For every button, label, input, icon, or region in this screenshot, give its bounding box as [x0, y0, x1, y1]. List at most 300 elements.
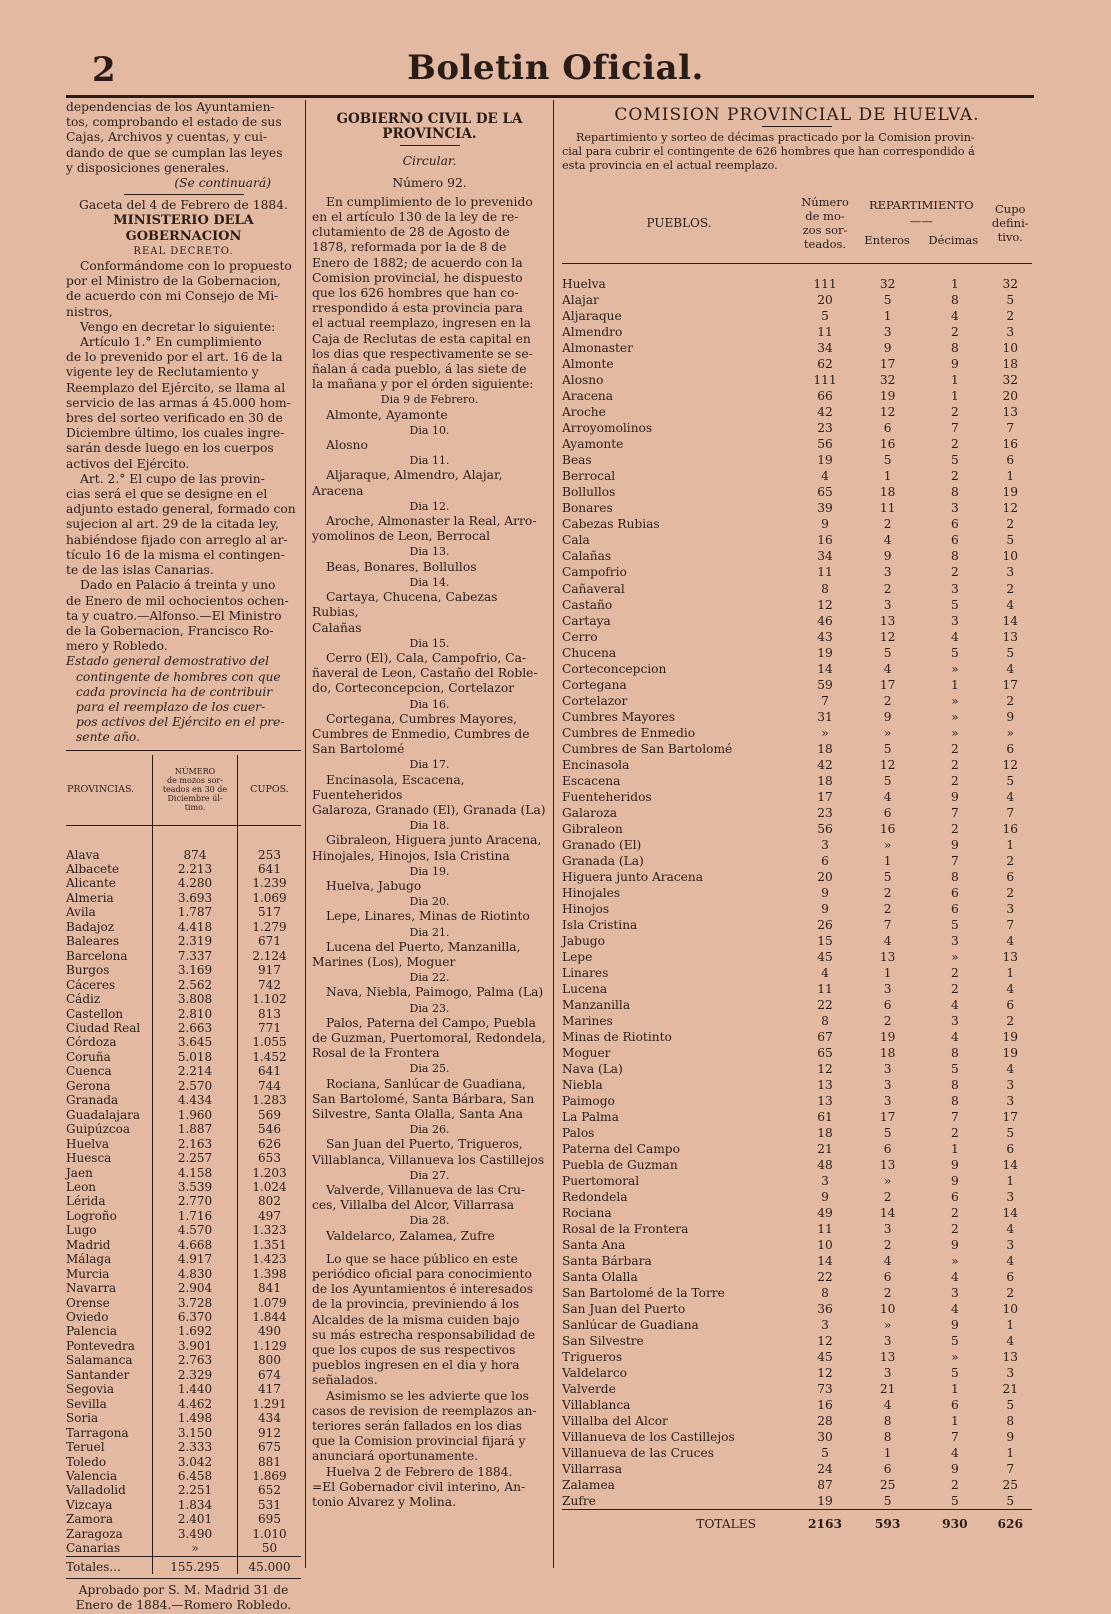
pueblo-name: Rociana	[562, 1206, 612, 1221]
pueblo-row	[562, 773, 1032, 789]
pueblo-row	[562, 869, 1032, 885]
rule	[124, 194, 244, 195]
pueblo-enteros: 6	[883, 1270, 892, 1285]
province-numero: 3.728	[153, 1296, 238, 1310]
pueblo-cupo: 1	[1006, 1318, 1015, 1333]
schedule-day: Dia 15.	[409, 636, 450, 650]
pueblo-numero: 111	[813, 373, 837, 388]
pueblo-name: Moguer	[562, 1045, 611, 1060]
province-cupo: 1.203	[252, 1165, 287, 1180]
pueblo-cupo: 7	[1006, 421, 1015, 436]
pueblo-decimas: 7	[950, 853, 959, 868]
pueblo-name: Redondela	[562, 1190, 628, 1205]
pueblo-name: Puebla de Guzman	[562, 1158, 678, 1173]
text-line: tículo 16 de la misma el contingen-	[66, 547, 285, 562]
province-row	[66, 1310, 301, 1324]
pueblo-cupo: 14	[1002, 1206, 1018, 1221]
text-line: Repartimiento y sorteo de décimas practicado por la Comision provin-	[576, 131, 975, 145]
pueblo-name: Aroche	[562, 405, 606, 420]
text-line: la mañana y por el órden siguiente:	[312, 377, 534, 392]
pueblo-numero: 111	[813, 277, 837, 292]
pueblo-cupo: 5	[1006, 293, 1015, 308]
province-cupo: 1.024	[252, 1179, 287, 1194]
pueblo-enteros: 5	[883, 453, 892, 468]
pueblo-enteros: 1	[883, 469, 892, 484]
pueblo-enteros: 1	[883, 309, 892, 324]
pueblo-name: Alosno	[562, 373, 604, 388]
pueblo-cupo: 4	[1006, 597, 1015, 612]
pueblo-enteros: 4	[883, 1398, 892, 1413]
province-cupo: 653	[258, 1151, 281, 1166]
text-line: nistros,	[66, 304, 113, 319]
pueblo-numero: 16	[817, 533, 833, 548]
text-line: y disposiciones generales.	[66, 160, 230, 175]
pueblo-name: Palos	[562, 1126, 595, 1141]
province-row	[66, 1064, 301, 1078]
pueblo-enteros: 6	[883, 1142, 892, 1157]
pueblo-row	[562, 1061, 1032, 1077]
province-row	[66, 876, 301, 890]
province-name: Guadalajara	[66, 1107, 141, 1122]
text-line: Lo que se hace público en este	[326, 1251, 518, 1266]
pueblo-decimas: 1	[950, 677, 959, 692]
province-name: Córdoza	[66, 1035, 117, 1050]
pueblo-row	[562, 1445, 1032, 1461]
gazette-line: Gaceta del 4 de Febrero de 1884.	[79, 198, 288, 213]
province-cupo: 1.323	[252, 1223, 287, 1238]
pueblo-name: Zalamea	[562, 1478, 615, 1493]
pueblo-row	[562, 484, 1032, 500]
pueblo-row	[562, 564, 1032, 580]
pueblo-row	[562, 645, 1032, 661]
pueblo-cupo: 7	[1006, 917, 1015, 932]
pueblo-enteros: 3	[883, 325, 892, 340]
province-cupo: 434	[258, 1411, 281, 1426]
province-numero: 7.337	[153, 949, 238, 963]
province-row	[66, 1296, 301, 1310]
pueblo-row	[562, 1429, 1032, 1445]
text-line: en el artículo 130 de la ley de re-	[312, 210, 519, 225]
province-numero: 4.668	[153, 1238, 238, 1252]
pueblo-decimas: 2	[950, 325, 959, 340]
schedule-towns: Aljaraque, Almendro, Alajar, Aracena	[312, 468, 503, 498]
column-3	[562, 105, 1032, 1532]
pueblo-name: Santa Bárbara	[562, 1254, 652, 1269]
pueblo-decimas: 7	[950, 421, 959, 436]
province-cupo: 1.129	[252, 1338, 287, 1353]
pueblo-name: Paterna del Campo	[562, 1142, 680, 1157]
pueblo-numero: 34	[817, 549, 833, 564]
province-cupo: 1.283	[252, 1093, 287, 1108]
pueblo-row	[562, 757, 1032, 773]
pueblo-row	[562, 1317, 1032, 1333]
pueblo-cupo: 2	[1006, 1286, 1015, 1301]
province-row	[66, 1021, 301, 1035]
text-line: Cajas, Archivos y cuentas, y cui-	[66, 130, 268, 145]
text-line: su más estrecha responsabilidad de	[312, 1327, 536, 1342]
province-row	[66, 1512, 301, 1526]
pueblo-decimas: 4	[950, 309, 959, 324]
pueblo-name: San Juan del Puerto	[562, 1302, 686, 1317]
pueblo-cupo: 19	[1002, 1029, 1018, 1044]
schedule-towns: Aroche, Almonaster la Real, Arro-	[326, 514, 537, 529]
totals-enteros: 593	[874, 1517, 901, 1532]
province-numero: 1.834	[153, 1498, 238, 1512]
pueblo-numero: 12	[817, 1334, 833, 1349]
schedule-towns: Nava, Niebla, Paimogo, Palma (La)	[326, 985, 544, 1000]
pueblo-cupo: 13	[1002, 949, 1018, 964]
header-rule	[66, 95, 1034, 98]
pueblo-name: Huelva	[562, 277, 606, 292]
pueblo-numero: 3	[821, 1318, 829, 1333]
province-row	[66, 992, 301, 1006]
pueblo-numero: 3	[821, 1174, 829, 1189]
pueblo-decimas: 8	[950, 485, 959, 500]
province-numero: 2.763	[153, 1353, 238, 1367]
ministry-heading: MINISTERIO DELA GOBERNACION	[113, 213, 254, 244]
pueblo-decimas: »	[951, 1350, 959, 1365]
pueblo-row	[562, 308, 1032, 324]
pueblo-cupo: 13	[1002, 1350, 1018, 1365]
pueblo-numero: 21	[817, 1142, 833, 1157]
pueblo-decimas: 8	[950, 1045, 959, 1060]
province-cupo: 1.423	[252, 1252, 287, 1267]
province-name: Murcia	[66, 1266, 110, 1281]
pueblo-enteros: 2	[883, 1238, 892, 1253]
province-cupo: 1.010	[252, 1526, 287, 1541]
col-header-pueblos: PUEBLOS.	[646, 215, 712, 230]
schedule-towns: Cartaya, Chucena, Cabezas Rubias,	[312, 590, 498, 620]
pueblo-numero: 13	[817, 1094, 833, 1108]
pueblo-row	[562, 613, 1032, 629]
province-name: Granada	[66, 1093, 119, 1108]
pueblo-name: Marines	[562, 1013, 613, 1028]
pueblo-name: Villanueva de los Castillejos	[562, 1430, 735, 1445]
province-numero: 2.904	[153, 1281, 238, 1295]
pueblo-decimas: 1	[950, 1382, 959, 1397]
province-name: Ciudad Real	[66, 1020, 141, 1035]
pueblo-decimas: 3	[950, 1286, 959, 1301]
schedule-towns: Cumbres de Enmedio, Cumbres de	[312, 726, 530, 741]
pueblo-enteros: 16	[879, 437, 896, 452]
text-line: tos, comprobando el estado de sus	[66, 115, 282, 130]
text-line: ta y cuatro.—Alfonso.—El Ministro	[66, 608, 282, 623]
text-line: clutamiento de 28 de Agosto de	[312, 225, 510, 240]
text-line: Artículo 1.° En cumplimiento	[80, 335, 262, 350]
pueblo-row	[562, 1109, 1032, 1125]
pueblo-cupo: 10	[1002, 341, 1018, 356]
pueblo-cupo: 2	[1006, 885, 1015, 900]
text-line: sujecion al art. 29 de la citada ley,	[66, 517, 279, 532]
pueblo-name: Lucena	[562, 981, 608, 996]
province-name: Badajoz	[66, 919, 115, 934]
pueblo-enteros: 5	[883, 741, 892, 756]
pueblo-numero: 6	[821, 853, 829, 868]
pueblo-numero: 9	[821, 901, 829, 916]
province-name: Leon	[66, 1179, 97, 1194]
pueblo-enteros: 3	[883, 565, 892, 580]
province-cupo: 1.844	[252, 1310, 287, 1325]
province-row	[66, 1382, 301, 1396]
schedule-day: Dia 18.	[409, 819, 450, 833]
pueblo-numero: 8	[821, 1013, 829, 1028]
text-line: para el reemplazo de los cuer-	[76, 699, 266, 714]
pueblo-numero: 14	[817, 1254, 833, 1269]
text-line: de la Gobernacion, Francisco Ro-	[66, 623, 274, 638]
pueblo-row	[562, 1333, 1032, 1349]
column-1	[66, 100, 301, 1614]
pueblo-row	[562, 821, 1032, 837]
province-row	[66, 1079, 301, 1093]
province-cupo: 813	[258, 1006, 281, 1021]
pueblo-row	[562, 837, 1032, 853]
pueblo-numero: 73	[817, 1382, 833, 1397]
province-row	[66, 1151, 301, 1165]
province-cupo: 1.869	[252, 1469, 287, 1484]
province-cupo: 675	[258, 1440, 281, 1455]
pueblo-numero: 17	[817, 789, 833, 804]
pueblo-decimas: 7	[950, 1110, 959, 1125]
province-numero: 2.570	[153, 1079, 238, 1093]
pueblo-row	[562, 1349, 1032, 1365]
repartimiento-label: REPARTIMIENTO	[868, 198, 974, 213]
pueblo-cupo: 12	[1002, 757, 1018, 772]
text-line: zos sor-	[802, 223, 848, 238]
pueblo-cupo: 3	[1006, 1366, 1015, 1381]
pueblo-name: Gibraleon	[562, 821, 623, 836]
pueblo-cupo: 5	[1006, 1398, 1015, 1413]
schedule-day: Dia 9 de Febrero.	[380, 393, 479, 407]
pueblo-decimas: 2	[950, 1222, 959, 1237]
pueblo-cupo: 4	[1006, 1222, 1015, 1237]
province-name: Pontevedra	[66, 1338, 135, 1353]
province-row	[66, 934, 301, 948]
province-cupo: 1.351	[252, 1237, 287, 1252]
text-line: Diciembre úl-	[167, 794, 223, 804]
pueblo-name: Granado (El)	[562, 837, 642, 852]
province-row	[66, 1527, 301, 1541]
province-cupo: 546	[258, 1122, 281, 1137]
pueblo-enteros: 5	[883, 293, 892, 308]
pueblo-row	[562, 340, 1032, 356]
pueblo-enteros: 5	[883, 1494, 892, 1509]
province-numero: 3.693	[153, 891, 238, 905]
text-line: cial para cubrir el contingente de 626 hombres que han correspondido á	[562, 145, 975, 159]
pueblo-decimas: »	[951, 709, 959, 724]
totals-numero: 2163	[808, 1517, 842, 1532]
pueblo-cupo: 3	[1006, 1238, 1015, 1253]
pueblo-enteros: 5	[883, 1126, 892, 1141]
pueblo-enteros: 6	[883, 1462, 892, 1477]
text-line: NÚMERO	[174, 767, 216, 777]
pueblo-numero: 67	[817, 1029, 833, 1044]
pueblo-enteros: 12	[879, 405, 896, 420]
pueblo-cupo: 2	[1006, 581, 1015, 596]
province-row	[66, 1469, 301, 1483]
schedule-day: Dia 10.	[409, 423, 450, 437]
province-name: Logroño	[66, 1208, 117, 1223]
text-line: esta provincia en el actual reemplazo.	[562, 159, 778, 173]
pueblo-name: Galaroza	[562, 805, 618, 820]
pueblo-numero: 56	[817, 821, 833, 836]
province-cupo: 800	[258, 1353, 281, 1368]
pueblo-numero: 56	[817, 437, 833, 452]
pueblo-numero: 28	[817, 1414, 833, 1429]
pueblo-numero: 11	[817, 325, 833, 340]
pueblo-row	[562, 372, 1032, 388]
repartimiento-dash: ——	[909, 213, 933, 228]
pueblo-row	[562, 901, 1032, 917]
comision-intro	[562, 131, 1032, 173]
rule	[66, 1578, 301, 1579]
province-row	[66, 963, 301, 977]
pueblo-numero: 23	[817, 421, 833, 436]
pueblo-name: Puertomoral	[562, 1174, 640, 1189]
col-header-enteros: Enteros	[864, 232, 910, 247]
pueblo-cupo: 8	[1006, 1414, 1015, 1429]
province-cupo: 881	[258, 1454, 281, 1469]
pueblo-decimas: 5	[950, 1494, 959, 1509]
schedule-day: Dia 13.	[409, 545, 450, 559]
pueblo-cupo: 6	[1006, 1270, 1015, 1285]
text-line: Enero de 1882; de acuerdo con la	[312, 255, 523, 270]
province-row	[66, 1339, 301, 1353]
pueblo-decimas: 4	[950, 629, 959, 644]
pueblo-numero: 36	[817, 1302, 833, 1317]
pueblo-numero: 11	[817, 1222, 833, 1237]
pueblo-row	[562, 1125, 1032, 1141]
province-name: Jaen	[66, 1165, 93, 1180]
province-name: Alava	[66, 847, 100, 862]
pueblo-cupo: 5	[1006, 645, 1015, 660]
pueblo-enteros: 9	[883, 709, 892, 724]
province-name: Segovia	[66, 1382, 114, 1397]
province-cupo: 1.279	[252, 919, 287, 934]
pueblo-numero: 11	[817, 981, 833, 996]
province-name: Huesca	[66, 1151, 112, 1166]
pueblo-name: Cortegana	[562, 677, 627, 692]
pueblo-row	[562, 356, 1032, 372]
pueblo-enteros: 4	[883, 933, 892, 948]
pueblo-cupo: 25	[1002, 1478, 1018, 1493]
text-line: Dado en Palacio á treinta y uno	[80, 578, 276, 593]
text-line: =El Gobernador civil interino, An-	[312, 1479, 526, 1494]
pueblo-enteros: 7	[883, 917, 892, 932]
pueblo-numero: 46	[817, 613, 833, 628]
pueblo-row	[562, 1237, 1032, 1253]
province-row	[66, 1194, 301, 1208]
pueblo-enteros: »	[883, 1318, 892, 1333]
pueblo-decimas: 4	[950, 1270, 959, 1285]
schedule-towns: Galaroza, Granado (El), Granada (La)	[312, 802, 546, 817]
pueblo-name: Hinojos	[562, 901, 610, 916]
province-numero: 2.163	[153, 1137, 238, 1151]
pueblo-name: Trigueros	[562, 1350, 623, 1365]
pueblo-decimas: »	[951, 949, 959, 964]
text-line: que los 626 hombres que han co-	[312, 286, 519, 301]
text-line: Aprobado por S. M. Madrid 31 de	[78, 1583, 289, 1598]
col-header-cupos: CUPOS.	[250, 783, 289, 795]
text-line: de mozos sor-	[167, 776, 223, 786]
province-numero: 6.370	[153, 1310, 238, 1324]
province-numero: 4.280	[153, 876, 238, 890]
pueblo-cupo: 1	[1006, 469, 1015, 484]
pueblo-decimas: 2	[950, 565, 959, 580]
pueblo-name: Castaño	[562, 597, 613, 612]
pueblo-cupo: 16	[1002, 821, 1018, 836]
text-line: Vengo en decretar lo siguiente:	[80, 319, 276, 334]
pueblo-numero: 13	[817, 1077, 833, 1092]
pueblo-decimas: 2	[950, 1206, 959, 1221]
col-header-provincias: PROVINCIAS.	[67, 783, 135, 795]
pueblo-row	[562, 709, 1032, 725]
pueblo-name: Manzanilla	[562, 997, 631, 1012]
text-line: tonio Alvarez y Molina.	[312, 1495, 457, 1510]
text-line: los dias que respectivamente se se-	[312, 346, 533, 361]
pueblo-enteros: 3	[883, 1077, 892, 1092]
pueblo-name: Alajar	[562, 293, 599, 308]
pueblo-row	[562, 677, 1032, 693]
pueblo-name: Lepe	[562, 949, 593, 964]
pueblo-numero: 16	[817, 1398, 833, 1413]
pueblo-row	[562, 324, 1032, 340]
province-numero: 874	[153, 848, 238, 862]
pueblo-numero: 87	[817, 1478, 833, 1493]
pueblo-cupo: 3	[1006, 1094, 1015, 1108]
pueblo-numero: 49	[817, 1206, 833, 1221]
province-numero: 1.960	[153, 1108, 238, 1122]
pueblo-numero: 12	[817, 1366, 833, 1381]
col-header-numero	[153, 755, 238, 826]
pueblo-decimas: 2	[950, 773, 959, 788]
province-numero: 2.257	[153, 1151, 238, 1165]
pueblo-enteros: 9	[883, 341, 892, 356]
pueblo-enteros: 18	[879, 1045, 896, 1060]
pueblo-enteros: 18	[879, 485, 896, 500]
pueblo-row	[562, 1381, 1032, 1397]
pueblo-enteros: 2	[883, 1190, 892, 1205]
province-cupo: 695	[258, 1512, 281, 1527]
pueblo-row	[562, 581, 1032, 597]
pueblo-cupo: 17	[1002, 1110, 1018, 1125]
pueblo-decimas: 2	[950, 965, 959, 980]
column-divider-1	[305, 100, 306, 1568]
pueblo-decimas: 5	[950, 1061, 959, 1076]
province-cupo: 626	[258, 1136, 281, 1151]
pueblo-row	[562, 436, 1032, 452]
decree-body	[66, 259, 301, 654]
text-line: Alcaldes de la misma cuiden bajo	[312, 1312, 520, 1327]
pueblo-decimas: 6	[950, 533, 959, 548]
pueblo-name: Rosal de la Frontera	[562, 1222, 689, 1237]
province-row	[66, 905, 301, 919]
pueblo-enteros: 17	[879, 1110, 896, 1125]
pueblo-name: Almonte	[562, 357, 614, 372]
pueblo-enteros: »	[883, 725, 892, 740]
pueblo-row	[562, 629, 1032, 645]
province-row	[66, 848, 301, 862]
pueblo-numero: 45	[817, 1350, 833, 1365]
pueblo-row	[562, 1189, 1032, 1205]
province-row	[66, 1223, 301, 1237]
pueblo-row	[562, 1269, 1032, 1285]
province-cupo: 912	[258, 1425, 281, 1440]
pueblo-decimas: 9	[950, 1238, 959, 1253]
pueblo-row	[562, 548, 1032, 564]
pueblo-name: Bollullos	[562, 485, 616, 500]
pueblo-cupo: 32	[1002, 277, 1018, 292]
pueblo-cupo: 5	[1006, 1126, 1015, 1141]
